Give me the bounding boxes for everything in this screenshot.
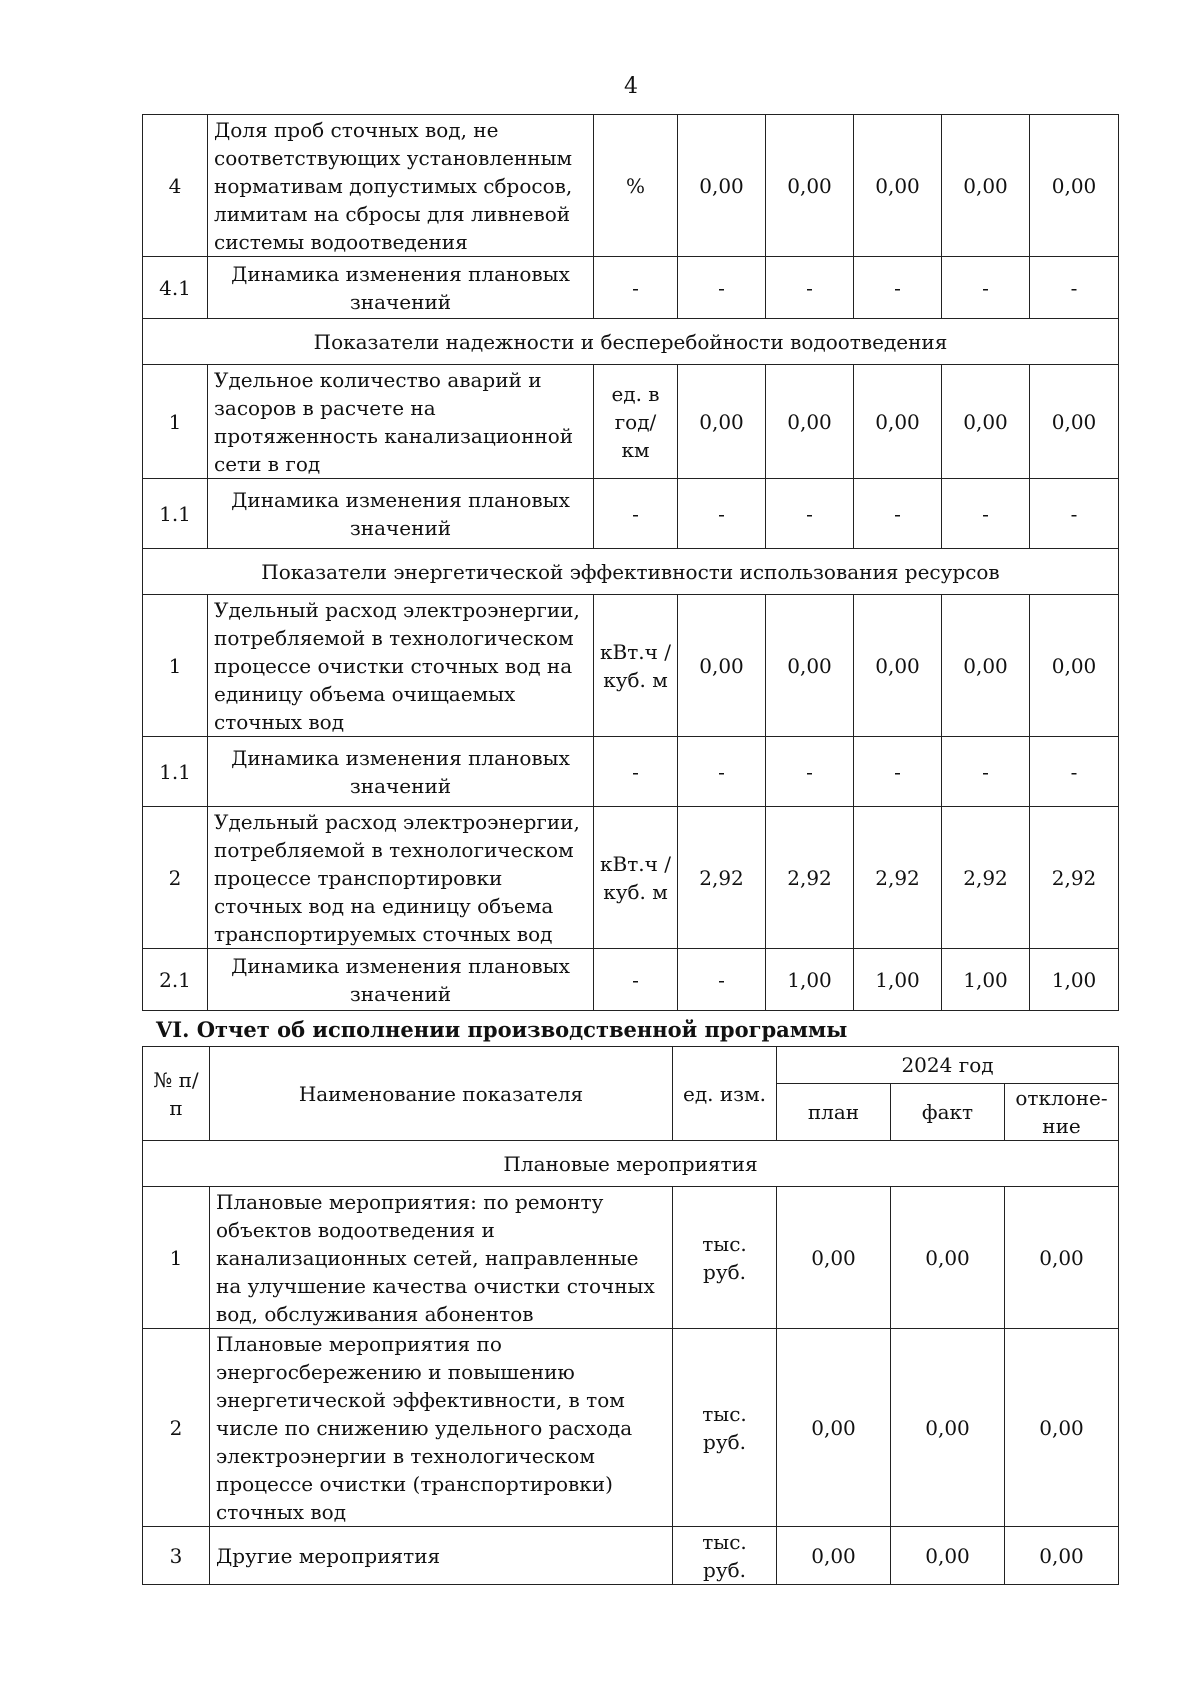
value-cell: 1,00	[942, 949, 1030, 1011]
unit: тыс. руб.	[673, 1187, 777, 1329]
indicators-table	[142, 114, 1119, 1011]
plan-value: 0,00	[777, 1527, 891, 1585]
section-title: Плановые мероприятия	[143, 1141, 1119, 1187]
value-cell: -	[766, 479, 854, 549]
fact-value: 0,00	[891, 1329, 1005, 1527]
unit: тыс. руб.	[673, 1527, 777, 1585]
activity-name: Плановые мероприятия: по ремонту объектов водоотведения и канализационных сетей, направленные на улучшение качества очистки сточных вод, обслуживания абонентов	[210, 1187, 673, 1329]
value-cell: -	[766, 257, 854, 319]
row-number: 4.1	[143, 257, 208, 319]
row-number: 3	[143, 1527, 210, 1585]
value-cell: 0,00	[1030, 595, 1119, 737]
row-number: 1	[143, 365, 208, 479]
value-cell: 0,00	[678, 595, 766, 737]
value-cell: -	[766, 737, 854, 807]
unit: -	[594, 479, 678, 549]
indicator-name: Доля проб сточных вод, не соответствующих установленным нормативам допустимых сбросов, лимитам на сбросы для ливневой системы водоотведения	[208, 115, 594, 257]
value-cell: -	[1030, 737, 1119, 807]
fact-value: 0,00	[891, 1527, 1005, 1585]
value-cell: -	[678, 949, 766, 1011]
table-row	[143, 1187, 1119, 1329]
header-unit: ед. изм.	[673, 1047, 777, 1141]
section-heading: VI. Отчет об исполнении производственной программы	[156, 1017, 848, 1042]
value-cell: 2,92	[678, 807, 766, 949]
indicator-name: Удельный расход электроэнергии, потребляемой в технологическом процессе очистки сточных вод на единицу объема очищаемых сточных вод	[208, 595, 594, 737]
table-row	[143, 365, 1119, 479]
table-row	[143, 115, 1119, 257]
section-row	[143, 319, 1119, 365]
value-cell: 0,00	[678, 365, 766, 479]
row-number: 2	[143, 807, 208, 949]
header-year: 2024 год	[777, 1047, 1119, 1084]
value-cell: 0,00	[1030, 115, 1119, 257]
value-cell: 2,92	[942, 807, 1030, 949]
unit: кВт.ч / куб. м	[594, 807, 678, 949]
fact-value: 0,00	[891, 1187, 1005, 1329]
indicator-name: Удельное количество аварий и засоров в расчете на протяженность канализационной сети в год	[208, 365, 594, 479]
value-cell: 0,00	[942, 365, 1030, 479]
table-row	[143, 949, 1119, 1011]
header-fact: факт	[891, 1084, 1005, 1141]
value-cell: -	[942, 737, 1030, 807]
value-cell: -	[678, 257, 766, 319]
value-cell: 0,00	[854, 595, 942, 737]
table-row	[143, 479, 1119, 549]
section-row	[143, 1141, 1119, 1187]
indicator-name: Динамика изменения плановых значений	[208, 737, 594, 807]
value-cell: -	[678, 737, 766, 807]
row-number: 2.1	[143, 949, 208, 1011]
unit: ед. в год/ км	[594, 365, 678, 479]
unit: тыс. руб.	[673, 1329, 777, 1527]
activity-name: Другие мероприятия	[210, 1527, 673, 1585]
unit: кВт.ч / куб. м	[594, 595, 678, 737]
value-cell: 0,00	[766, 595, 854, 737]
value-cell: 0,00	[854, 115, 942, 257]
row-number: 4	[143, 115, 208, 257]
row-number: 1	[143, 595, 208, 737]
unit: -	[594, 257, 678, 319]
header-name: Наименование показателя	[210, 1047, 673, 1141]
value-cell: 1,00	[854, 949, 942, 1011]
header-plan: план	[777, 1084, 891, 1141]
value-cell: -	[678, 479, 766, 549]
value-cell: 0,00	[766, 365, 854, 479]
value-cell: -	[942, 257, 1030, 319]
table-row	[143, 257, 1119, 319]
row-number: 1.1	[143, 479, 208, 549]
value-cell: -	[854, 737, 942, 807]
table-row	[143, 595, 1119, 737]
table-row	[143, 807, 1119, 949]
table-row	[143, 737, 1119, 807]
value-cell: 2,92	[766, 807, 854, 949]
value-cell: 1,00	[766, 949, 854, 1011]
value-cell: -	[1030, 257, 1119, 319]
value-cell: 0,00	[678, 115, 766, 257]
value-cell: -	[854, 479, 942, 549]
indicator-name: Динамика изменения плановых значений	[208, 257, 594, 319]
section-title: Показатели энергетической эффективности использования ресурсов	[143, 549, 1119, 595]
table-row	[143, 1329, 1119, 1527]
program-report-table	[142, 1046, 1119, 1585]
activity-name: Плановые мероприятия по энергосбережению и повышению энергетической эффективности, в том числе по снижению удельного расхода электроэнергии в технологическом процессе очистки (транспортировки) сточных вод	[210, 1329, 673, 1527]
header-deviation: отклоне-ние	[1005, 1084, 1119, 1141]
unit: -	[594, 737, 678, 807]
value-cell: 0,00	[766, 115, 854, 257]
header-num: № п/п	[143, 1047, 210, 1141]
value-cell: -	[854, 257, 942, 319]
value-cell: 0,00	[854, 365, 942, 479]
row-number: 1.1	[143, 737, 208, 807]
plan-value: 0,00	[777, 1187, 891, 1329]
value-cell: 0,00	[942, 115, 1030, 257]
page-number: 4	[624, 74, 638, 99]
table-row	[143, 1527, 1119, 1585]
value-cell: 0,00	[942, 595, 1030, 737]
value-cell: -	[942, 479, 1030, 549]
deviation-value: 0,00	[1005, 1329, 1119, 1527]
value-cell: 2,92	[1030, 807, 1119, 949]
unit: -	[594, 949, 678, 1011]
value-cell: 0,00	[1030, 365, 1119, 479]
section-title: Показатели надежности и бесперебойности водоотведения	[143, 319, 1119, 365]
section-row	[143, 549, 1119, 595]
indicator-name: Динамика изменения плановых значений	[208, 479, 594, 549]
header-row	[143, 1047, 1119, 1084]
value-cell: 1,00	[1030, 949, 1119, 1011]
unit: %	[594, 115, 678, 257]
plan-value: 0,00	[777, 1329, 891, 1527]
deviation-value: 0,00	[1005, 1527, 1119, 1585]
deviation-value: 0,00	[1005, 1187, 1119, 1329]
value-cell: -	[1030, 479, 1119, 549]
indicator-name: Удельный расход электроэнергии, потребляемой в технологическом процессе транспортировки сточных вод на единицу объема транспортируемых сточных вод	[208, 807, 594, 949]
value-cell: 2,92	[854, 807, 942, 949]
indicator-name: Динамика изменения плановых значений	[208, 949, 594, 1011]
row-number: 1	[143, 1187, 210, 1329]
row-number: 2	[143, 1329, 210, 1527]
